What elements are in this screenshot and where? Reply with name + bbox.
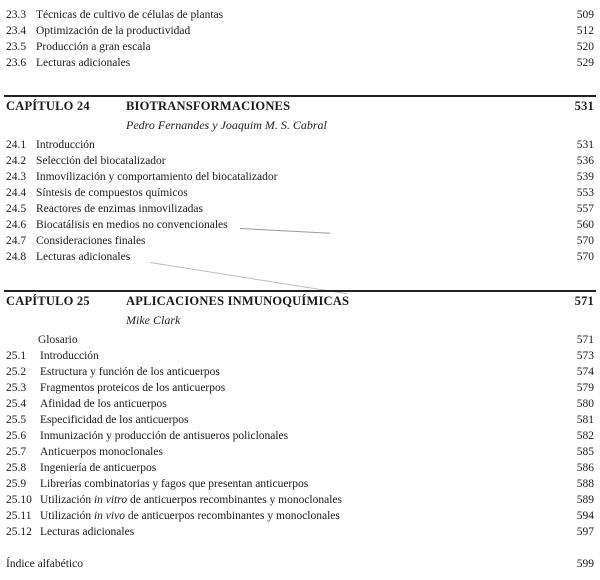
toc-entry[interactable] [0,492,600,508]
section-number: 25.8 [6,462,27,474]
page-number: 571 [576,334,594,346]
section-title-text: Utilización [40,494,94,506]
toc-entry[interactable] [0,185,600,201]
section-number: 25.12 [6,526,32,538]
section-number: 24.2 [6,155,27,167]
section-title: Inmovilización y comportamiento del biocatalizador [36,171,278,183]
toc-entry[interactable] [0,169,600,185]
section-title: Optimización de la productividad [36,25,191,37]
section-number: 25.9 [6,478,27,490]
section-title: Ingeniería de anticuerpos [40,462,157,474]
page-number: 531 [576,139,594,151]
section-number: 24.7 [6,235,27,247]
section-number: 25.11 [6,510,32,522]
page-number: 553 [576,187,594,199]
section-number: 23.4 [6,25,27,37]
section-number: 25.1 [6,350,27,362]
section-title: Introducción [40,350,99,362]
page-number: 580 [576,398,594,410]
chapter-title: BIOTRANSFORMACIONES [126,99,291,113]
toc-entry[interactable] [0,7,600,23]
section-title: Glosario [38,334,78,346]
section-title: Fragmentos proteicos de los anticuerpos [40,382,226,394]
section-title: Lecturas adicionales [36,57,131,69]
section-title: Estructura y función de los anticuerpos [40,366,220,378]
section-title: Consideraciones finales [36,235,146,247]
toc-entry[interactable] [0,380,600,396]
page-number: 589 [576,494,594,506]
page-number: 573 [576,350,594,362]
chapter-authors: Mike Clark [126,313,181,327]
section-number: 24.3 [6,171,27,183]
chapter-authors: Pedro Fernandes y Joaquim M. S. Cabral [126,118,327,132]
page-number: 520 [576,41,594,53]
toc-entry[interactable] [0,524,600,540]
section-number: 24.6 [6,219,27,231]
toc-entry[interactable] [0,412,600,428]
section-number: 25.6 [6,430,27,442]
toc-entry[interactable] [0,428,600,444]
page-number: 529 [576,57,594,69]
page-number: 588 [576,478,594,490]
section-title [40,508,340,524]
page-number: 582 [576,430,594,442]
section-title: Afinidad de los anticuerpos [40,398,167,410]
page-number: 536 [576,155,594,167]
page-number: 570 [576,251,594,263]
chapter-page: 531 [574,99,594,113]
section-number: 24.5 [6,203,27,215]
toc-entry[interactable] [0,364,600,380]
section-number: 25.10 [6,494,32,506]
page-number: 560 [576,219,594,231]
toc-entry[interactable] [0,348,600,364]
page-number: 512 [576,25,594,37]
toc-entry[interactable] [0,476,600,492]
page-number: 597 [576,526,594,538]
toc-entry[interactable] [0,508,600,524]
chapter-page: 571 [574,294,594,308]
page-number: 509 [576,9,594,21]
section-title: Especificidad de los anticuerpos [40,414,189,426]
page-number: 539 [576,171,594,183]
section-number: 23.6 [6,57,27,69]
chapter-label: CAPÍTULO 25 [6,294,90,308]
section-number: 25.5 [6,414,27,426]
section-title: Anticuerpos monoclonales [40,446,163,458]
toc-entry[interactable] [0,396,600,412]
toc-entry[interactable] [0,444,600,460]
chapter-title: APLICACIONES INMUNOQUÍMICAS [126,294,350,308]
section-title: Lecturas adicionales [40,526,135,538]
toc-entry[interactable] [0,55,600,71]
section-title-text: de anticuerpos recombinantes y monoclonales [127,494,343,506]
section-title: Inmunización y producción de antisueros policlonales [40,430,289,442]
section-number: 25.2 [6,366,27,378]
section-title: Biocatálisis en medios no convencionales [36,219,228,231]
section-title-emphasis: in vitro [93,494,128,506]
toc-entry[interactable] [0,153,600,169]
toc-entry-glossary[interactable] [0,332,600,348]
chapter-heading[interactable] [0,292,600,310]
section-title-emphasis: in vivo [93,510,125,522]
section-title: Síntesis de compuestos químicos [36,187,188,199]
section-title: Librerías combinatorias y fagos que presentan anticuerpos [40,478,309,490]
index-title: Índice alfabético [6,558,83,570]
chapter-heading[interactable] [0,97,600,115]
page-number: 574 [576,366,594,378]
page-number: 579 [576,382,594,394]
section-title [40,492,342,508]
toc-entry[interactable] [0,201,600,217]
toc-entry[interactable] [0,233,600,249]
page-number: 594 [576,510,594,522]
section-number: 24.8 [6,251,27,263]
section-title: Selección del biocatalizador [36,155,166,167]
section-title: Introducción [36,139,95,151]
section-number: 24.4 [6,187,27,199]
toc-entry[interactable] [0,23,600,39]
section-title-text: de anticuerpos recombinantes y monoclonales [124,510,340,522]
section-number: 25.4 [6,398,27,410]
section-number: 25.3 [6,382,27,394]
section-number: 25.7 [6,446,27,458]
page-number: 557 [576,203,594,215]
section-number: 24.1 [6,139,27,151]
chapter-label: CAPÍTULO 24 [6,99,90,113]
toc-entry[interactable] [0,39,600,55]
section-title: Producción a gran escala [36,41,151,53]
page-number: 586 [576,462,594,474]
section-title-text: Utilización [40,510,94,522]
section-number: 23.5 [6,41,27,53]
page-number: 570 [576,235,594,247]
toc-entry[interactable] [0,249,600,265]
toc-entry[interactable] [0,460,600,476]
page-number: 581 [576,414,594,426]
section-title: Lecturas adicionales [36,251,131,263]
toc-entry[interactable] [0,137,600,153]
section-number: 23.3 [6,9,27,21]
section-title: Técnicas de cultivo de células de plantas [36,9,224,21]
page-number: 599 [576,558,594,570]
toc-entry-index[interactable] [0,556,600,572]
page-number: 585 [576,446,594,458]
section-title: Reactores de enzimas inmovilizadas [36,203,204,215]
